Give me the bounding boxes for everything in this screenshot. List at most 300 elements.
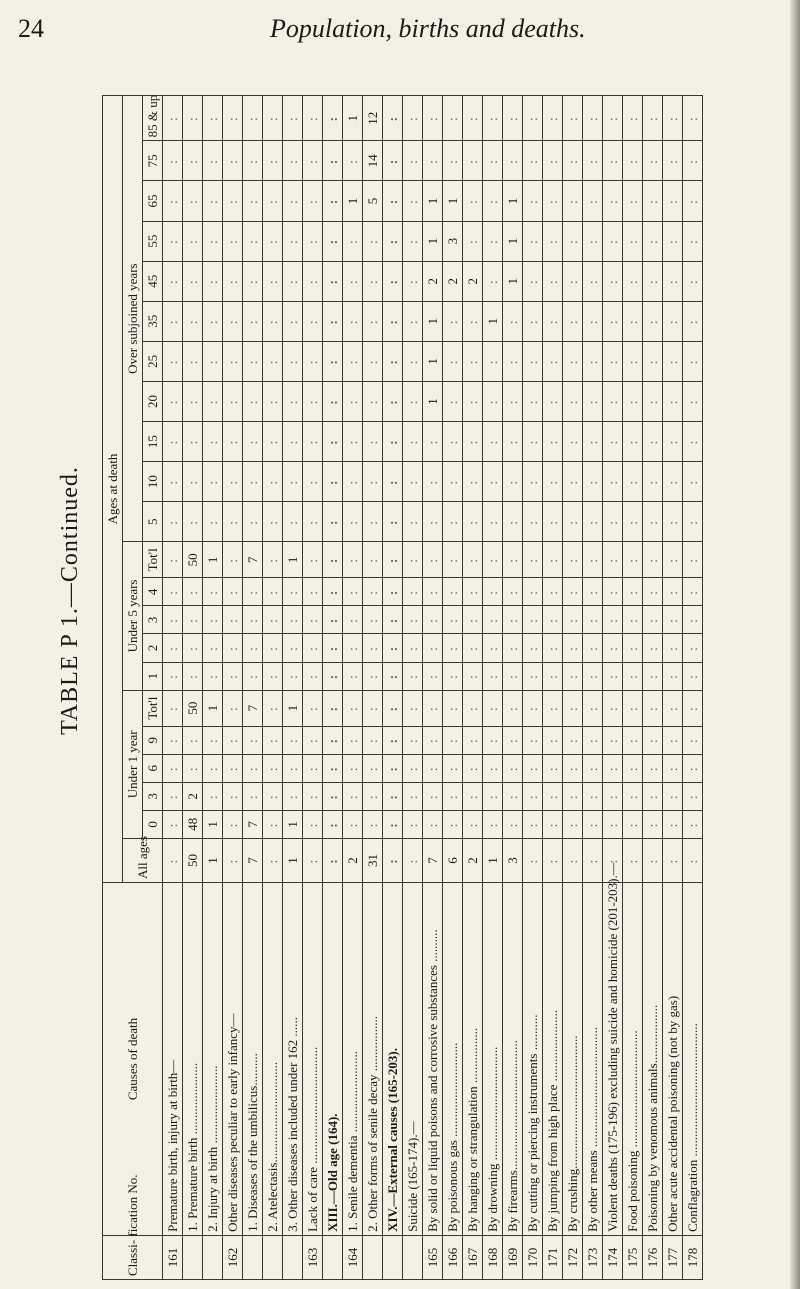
under-5-total-cell: 7 [243, 542, 263, 578]
age-group-cell: : [343, 261, 363, 301]
under-1-cell: : [323, 726, 343, 754]
age-group-cell: : [423, 422, 443, 462]
age-group-cell: : [383, 301, 403, 341]
under-1-total-header: Tot'l [143, 690, 163, 726]
age-group-cell: : [463, 221, 483, 261]
under-1-total-cell: : [483, 690, 503, 726]
age-group-cell: : [683, 422, 703, 462]
under-5-cell: : [483, 662, 503, 690]
age-group-cell: 1 [483, 301, 503, 341]
table-row [343, 96, 363, 1280]
age-group-cell: : [543, 261, 563, 301]
table-row [323, 96, 343, 1280]
age-group-cell: : [463, 462, 483, 502]
under-5-cell: : [263, 634, 283, 662]
age-group-cell: : [323, 462, 343, 502]
under-5-cell: : [683, 578, 703, 606]
table-row [643, 96, 663, 1280]
under-5-cell: : [643, 606, 663, 634]
cause-cell: By firearms........................................ [503, 883, 523, 1236]
under-5-cell: : [243, 578, 263, 606]
age-group-cell: : [643, 181, 663, 221]
under-1-cell: : [503, 782, 523, 810]
classification-cell: 168 [483, 1235, 503, 1279]
age-group-cell: : [383, 141, 403, 181]
age-group-cell: : [643, 381, 663, 421]
age-group-cell: 5 [363, 181, 383, 221]
age-group-cell: : [483, 462, 503, 502]
age-group-cell: : [583, 422, 603, 462]
under-5-total-cell: : [643, 542, 663, 578]
under-1-total-cell: : [603, 690, 623, 726]
age-group-cell: 12 [363, 96, 383, 141]
under-5-cell: : [303, 634, 323, 662]
age-group-cell: : [563, 422, 583, 462]
under-1-total-cell: : [583, 690, 603, 726]
age-group-cell: : [223, 422, 243, 462]
age-group-cell: : [343, 422, 363, 462]
age-group-cell: : [343, 462, 363, 502]
age-group-cell: : [683, 141, 703, 181]
age-group-cell: : [383, 462, 403, 502]
under-5-cell: : [163, 606, 183, 634]
under-1-cell: : [303, 754, 323, 782]
age-group-cell: : [443, 422, 463, 462]
under-5-cell: : [543, 578, 563, 606]
age-group-cell: : [483, 341, 503, 381]
age-group-cell: : [303, 261, 323, 301]
under-5-cell: : [443, 662, 463, 690]
age-group-cell: : [503, 502, 523, 542]
age-group-cell: : [383, 96, 403, 141]
age-group-cell: : [503, 96, 523, 141]
age-group-cell: : [443, 462, 463, 502]
cause-cell: Premature birth, injury at birth— [163, 883, 183, 1236]
month-col-header: 0 [143, 810, 163, 838]
age-group-cell: : [303, 502, 323, 542]
cause-cell: 2. Injury at birth ........................ [203, 883, 223, 1236]
classification-cell: 169 [503, 1235, 523, 1279]
under-5-cell: : [183, 578, 203, 606]
age-group-cell: : [563, 221, 583, 261]
under-1-cell: : [163, 810, 183, 838]
under-5-cell: : [363, 634, 383, 662]
under-1-cell: : [523, 726, 543, 754]
age-group-cell: : [423, 141, 443, 181]
under-1-cell: : [523, 754, 543, 782]
under-1-cell: : [643, 726, 663, 754]
under-1-total-cell: 50 [183, 690, 203, 726]
age-group-cell: : [243, 221, 263, 261]
under-5-cell: : [343, 578, 363, 606]
year-col-header: 3 [143, 606, 163, 634]
age-group-cell: : [323, 301, 343, 341]
age-group-cell: : [683, 301, 703, 341]
under-5-cell: : [323, 578, 343, 606]
age-group-cell: : [183, 96, 203, 141]
table-body [163, 96, 703, 1280]
age-group-cell: 3 [443, 221, 463, 261]
under-1-cell: : [603, 810, 623, 838]
age-group-cell: : [463, 422, 483, 462]
under-1-cell: : [423, 810, 443, 838]
under-1-cell: : [163, 782, 183, 810]
age-group-cell: : [303, 96, 323, 141]
under-1-cell: : [283, 782, 303, 810]
age-group-cell: : [163, 422, 183, 462]
age-group-cell: : [223, 261, 243, 301]
under-1-cell: : [503, 754, 523, 782]
age-group-cell: : [603, 261, 623, 301]
classification-cell: 164 [343, 1235, 363, 1279]
under-1-cell: : [683, 810, 703, 838]
under-1-cell: : [263, 754, 283, 782]
age-group-cell: : [563, 462, 583, 502]
age-group-cell: : [623, 301, 643, 341]
under-1-total-cell: : [223, 690, 243, 726]
under-5-cell: : [403, 634, 423, 662]
age-group-cell: : [363, 221, 383, 261]
age-group-cell: : [643, 301, 663, 341]
under-5-cell: : [583, 606, 603, 634]
under-1-cell: : [363, 754, 383, 782]
age-group-cell: : [663, 381, 683, 421]
all-ages-cell: 1 [283, 838, 303, 882]
under-5-total-cell: : [623, 542, 643, 578]
under-5-total-cell: : [383, 542, 403, 578]
under-1-cell: : [203, 782, 223, 810]
age-group-cell: : [163, 181, 183, 221]
under-5-cell: : [203, 578, 223, 606]
age-group-cell: : [503, 422, 523, 462]
age-group-cell: : [323, 381, 343, 421]
age-group-cell: : [263, 462, 283, 502]
under-1-cell: : [283, 726, 303, 754]
table-row [363, 96, 383, 1280]
under-5-cell: : [563, 634, 583, 662]
age-group-cell: 1 [503, 181, 523, 221]
classification-cell: 170 [523, 1235, 543, 1279]
classification-cell: 163 [303, 1235, 323, 1279]
under-1-cell: : [603, 726, 623, 754]
classification-cell [323, 1235, 343, 1279]
under-1-cell: : [323, 754, 343, 782]
age-group-cell: : [523, 422, 543, 462]
age-group-cell: : [643, 502, 663, 542]
classification-cell [383, 1235, 403, 1279]
under-5-total-cell: : [343, 542, 363, 578]
age-group-cell: : [263, 261, 283, 301]
age-group-cell: : [603, 181, 623, 221]
under-1-cell: : [543, 726, 563, 754]
age-group-cell: : [183, 181, 203, 221]
under-1-total-cell: : [403, 690, 423, 726]
all-ages-cell: : [583, 838, 603, 882]
age-group-cell: : [403, 381, 423, 421]
under-5-cell: : [603, 606, 623, 634]
age-group-cell: : [523, 261, 543, 301]
age-group-cell: : [563, 96, 583, 141]
under-1-cell: : [663, 726, 683, 754]
under-1-total-cell: : [663, 690, 683, 726]
age-group-cell: : [663, 422, 683, 462]
under-1-cell: : [563, 782, 583, 810]
under-1-cell: : [403, 726, 423, 754]
under-5-cell: : [623, 606, 643, 634]
table-row [283, 96, 303, 1280]
age-group-cell: : [683, 221, 703, 261]
all-ages-cell: 1 [483, 838, 503, 882]
under-5-total-cell: : [163, 542, 183, 578]
age-group-cell: : [203, 502, 223, 542]
under-1-cell: : [603, 754, 623, 782]
age-col-header: 55 [143, 221, 163, 261]
header-all-ages: All ages [123, 838, 163, 882]
under-5-cell: : [423, 606, 443, 634]
age-group-cell: : [563, 181, 583, 221]
table-row [523, 96, 543, 1280]
age-group-cell: : [563, 341, 583, 381]
under-1-cell: : [383, 754, 403, 782]
under-1-cell: : [483, 810, 503, 838]
month-col-header: 3 [143, 782, 163, 810]
under-5-cell: : [663, 606, 683, 634]
under-1-cell: : [323, 782, 343, 810]
age-group-cell: : [683, 502, 703, 542]
age-group-cell: : [243, 502, 263, 542]
under-1-cell: : [583, 782, 603, 810]
age-group-cell: : [383, 341, 403, 381]
age-group-cell: : [383, 381, 403, 421]
all-ages-cell: : [263, 838, 283, 882]
under-1-cell: : [303, 782, 323, 810]
age-group-cell: : [243, 381, 263, 421]
age-group-cell: 1 [503, 261, 523, 301]
age-group-cell: : [563, 141, 583, 181]
age-group-cell: : [383, 261, 403, 301]
age-group-cell: : [403, 96, 423, 141]
age-group-cell: : [263, 181, 283, 221]
age-group-cell: : [263, 502, 283, 542]
age-group-cell: : [223, 462, 243, 502]
age-group-cell: : [263, 96, 283, 141]
under-5-cell: : [663, 662, 683, 690]
under-5-cell: : [523, 606, 543, 634]
age-group-cell: 1 [423, 341, 443, 381]
table-row [583, 96, 603, 1280]
under-5-cell: : [643, 662, 663, 690]
under-5-cell: : [163, 578, 183, 606]
under-1-total-cell: 7 [243, 690, 263, 726]
age-group-cell: : [343, 221, 363, 261]
under-1-cell: : [623, 754, 643, 782]
age-group-cell: : [243, 341, 263, 381]
all-ages-cell: : [683, 838, 703, 882]
age-group-cell: : [623, 141, 643, 181]
age-group-cell: : [483, 502, 503, 542]
age-group-cell: : [563, 301, 583, 341]
age-group-cell: : [523, 462, 543, 502]
under-5-total-cell: : [583, 542, 603, 578]
classification-cell: 166 [443, 1235, 463, 1279]
running-head: Population, births and deaths. [270, 14, 586, 43]
age-group-cell: : [343, 301, 363, 341]
under-1-cell: : [583, 726, 603, 754]
under-5-cell: : [363, 578, 383, 606]
age-group-cell: : [203, 96, 223, 141]
table-row [423, 96, 443, 1280]
age-group-cell: : [603, 341, 623, 381]
all-ages-cell: : [323, 838, 343, 882]
age-group-cell: : [483, 381, 503, 421]
under-5-total-header: Tot'l [143, 542, 163, 578]
age-group-cell: : [463, 141, 483, 181]
under-1-cell: : [243, 726, 263, 754]
age-group-cell: : [563, 261, 583, 301]
under-5-total-cell: : [263, 542, 283, 578]
all-ages-cell: : [403, 838, 423, 882]
age-group-cell: : [523, 96, 543, 141]
age-group-cell: : [683, 341, 703, 381]
table-row [443, 96, 463, 1280]
under-5-cell: : [243, 606, 263, 634]
age-group-cell: : [343, 381, 363, 421]
age-group-cell: : [163, 381, 183, 421]
age-col-header: 45 [143, 261, 163, 301]
under-5-cell: : [643, 578, 663, 606]
under-1-cell: : [183, 754, 203, 782]
under-5-cell: : [503, 662, 523, 690]
under-5-cell: : [283, 662, 303, 690]
age-group-cell: : [383, 422, 403, 462]
under-1-cell: : [443, 726, 463, 754]
cause-cell: 1. Diseases of the umbilicus.......... [243, 883, 263, 1236]
age-group-cell: : [283, 261, 303, 301]
under-5-total-cell: : [523, 542, 543, 578]
under-1-cell: : [223, 810, 243, 838]
age-group-cell: : [643, 422, 663, 462]
age-group-cell: : [223, 96, 243, 141]
page-number: 24 [18, 14, 44, 43]
age-group-cell: : [503, 381, 523, 421]
cause-cell: XIV.—External causes (165-203). [383, 883, 403, 1236]
table-row [463, 96, 483, 1280]
under-1-cell: : [183, 726, 203, 754]
under-5-total-cell: : [363, 542, 383, 578]
age-group-cell: : [303, 221, 323, 261]
age-group-cell: : [183, 502, 203, 542]
age-group-cell: : [303, 141, 323, 181]
age-group-cell: : [643, 341, 663, 381]
age-group-cell: : [623, 381, 643, 421]
under-5-cell: : [443, 578, 463, 606]
age-group-cell: : [203, 301, 223, 341]
age-group-cell: : [323, 261, 343, 301]
under-1-total-cell: : [463, 690, 483, 726]
cause-cell: By cutting or piercing instruments ........... [523, 883, 543, 1236]
under-5-cell: : [483, 578, 503, 606]
age-group-cell: : [183, 381, 203, 421]
age-group-cell: : [563, 381, 583, 421]
under-1-total-cell: : [423, 690, 443, 726]
under-1-cell: : [483, 782, 503, 810]
under-1-cell: : [563, 726, 583, 754]
under-5-cell: : [463, 578, 483, 606]
age-group-cell: : [323, 221, 343, 261]
under-1-cell: : [443, 782, 463, 810]
under-5-cell: : [683, 662, 703, 690]
age-group-cell: : [543, 301, 563, 341]
age-group-cell: : [523, 141, 543, 181]
under-5-cell: : [303, 606, 323, 634]
under-1-cell: : [463, 726, 483, 754]
table-frame [102, 95, 782, 1280]
under-5-cell: : [283, 578, 303, 606]
under-1-cell: : [523, 782, 543, 810]
cause-cell: Conflagration ......................................... [683, 883, 703, 1236]
age-group-cell: : [323, 341, 343, 381]
age-group-cell: : [623, 462, 643, 502]
age-group-cell: : [223, 301, 243, 341]
age-group-cell: : [403, 181, 423, 221]
age-group-cell: 1 [423, 221, 443, 261]
under-5-total-cell: : [663, 542, 683, 578]
under-5-cell: : [503, 578, 523, 606]
age-group-cell: : [423, 462, 443, 502]
age-group-cell: : [663, 141, 683, 181]
under-1-cell: : [423, 726, 443, 754]
under-1-total-cell: : [643, 690, 663, 726]
under-1-cell: : [263, 782, 283, 810]
age-col-header: 85 & up [143, 96, 163, 141]
header-under-5-years: Under 5 years [123, 542, 143, 690]
table-row [303, 96, 323, 1280]
age-group-cell: : [403, 422, 423, 462]
age-group-cell: 1 [423, 301, 443, 341]
cause-cell: XIII.—Old age (164). [323, 883, 343, 1236]
age-group-cell: : [283, 502, 303, 542]
under-5-cell: : [543, 606, 563, 634]
age-group-cell: : [163, 462, 183, 502]
classification-cell: 173 [583, 1235, 603, 1279]
age-group-cell: 2 [463, 261, 483, 301]
cause-cell: 2. Other forms of senile decay ................. [363, 883, 383, 1236]
under-5-cell: : [163, 662, 183, 690]
age-group-cell: : [263, 381, 283, 421]
age-group-cell: : [463, 301, 483, 341]
age-group-cell: : [163, 502, 183, 542]
age-group-cell: : [323, 502, 343, 542]
all-ages-cell: 50 [183, 838, 203, 882]
under-1-total-cell: 1 [203, 690, 223, 726]
under-1-cell: : [423, 782, 443, 810]
table-row [403, 96, 423, 1280]
age-group-cell: : [263, 422, 283, 462]
under-1-cell: : [263, 810, 283, 838]
age-group-cell: : [543, 422, 563, 462]
age-group-cell: : [303, 422, 323, 462]
under-5-total-cell: 1 [283, 542, 303, 578]
age-group-cell: : [263, 301, 283, 341]
age-group-cell: : [603, 141, 623, 181]
under-1-cell: : [503, 810, 523, 838]
under-5-cell: : [323, 606, 343, 634]
table-row [663, 96, 683, 1280]
under-1-cell: : [543, 782, 563, 810]
age-col-header: 75 [143, 141, 163, 181]
under-5-cell: : [223, 578, 243, 606]
age-group-cell: : [183, 301, 203, 341]
